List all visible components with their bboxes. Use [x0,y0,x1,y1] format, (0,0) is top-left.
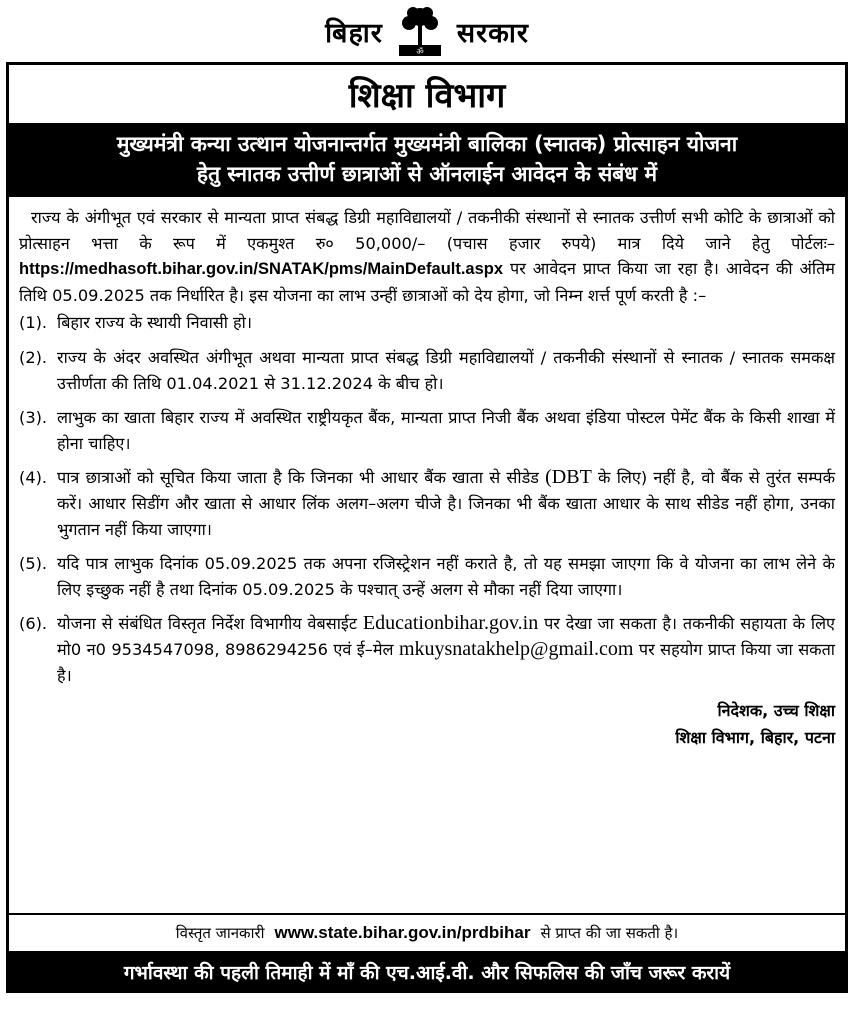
intro-text-1: राज्य के अंगीभूत एवं सरकार से मान्यता प्राप्त संबद्ध डिग्री महाविद्यालयों / तकनीकी संस्थानों से स्नातक उत्तीर्ण सभी कोटि के छात्राओं को प्रोत्साहन भत्ता के रूप में एकमुश्त रु० 50,000/– (पचास हजार रुपये) मात्र दिये जाने हेतु पोर्टलः– [19,208,835,253]
intro-paragraph [19,205,835,308]
condition-text-c: पर सहयोग प्राप्त किया जा सकता है। [57,639,835,685]
condition-number: (1). [19,313,48,333]
condition-item [19,345,835,396]
condition-text [57,611,835,688]
conditions-list [19,310,835,688]
headline-band [6,123,848,197]
info-suffix: से प्राप्त की जा सकती है। [540,924,679,942]
condition-number: (3). [19,408,48,428]
condition-text: लाभुक का खाता बिहार राज्य में अवस्थित राष्ट्रीयकृत बैंक, मान्यता प्राप्त निजी बैंक अथवा इंडिया पोस्टल पेमेंट बैंक के किसी शाखा में होना चाहिए। [57,408,835,453]
info-url-link[interactable]: www.state.bihar.gov.in/prdbihar [274,923,531,942]
notice-body [6,197,848,913]
condition-text-b: के लिए) नहीं है, वो बैंक से तुरंत सम्पर्क करें। आधार सिडींग और खाता से आधार लिंक अलग–अलग चीजे है। जिनका भी बैंक खाता आधार के साथ सीडेड नहीं होगा, उनका भुगतान नहीं किया जाएगा। [57,468,836,539]
condition-number: (6). [19,614,48,634]
headline-line-2: हेतु स्नातक उत्तीर्ण छात्राओं से ऑनलाईन आवेदन के संबंध में [196,162,658,186]
department-title: शिक्षा विभाग [348,76,506,116]
portal-url-link[interactable]: https://medhasoft.bihar.gov.in/SNATAK/pms/MainDefault.aspx [19,260,504,279]
condition-item [19,551,835,602]
masthead-right-word: सरकार [456,17,529,49]
condition-text-a: योजना से संबंधित विस्तृत निर्देश विभागीय वेबसाईट [57,614,363,634]
footer-band [6,951,848,993]
info-strip [6,913,848,951]
dbt-label: (DBT [545,466,592,489]
headline-line-1: मुख्यमंत्री कन्या उत्थान योजनान्तर्गत मुख्यमंत्री बालिका (स्नातक) प्रोत्साहन योजना [116,132,738,156]
condition-text: बिहार राज्य के स्थायी निवासी हो। [57,313,252,333]
info-prefix: विस्तृत जानकारी [175,924,265,942]
intro-text-2: पर आवेदन प्राप्त किया जा रहा है। आवेदन की अंतिम तिथि 05.09.2025 तक निर्धारित है। इस योजना का लाभ उन्हीं छात्राओं को देय होगा, जो निम्न शर्त्त पूर्ण करती है :– [19,259,835,305]
condition-text-b: पर देखा जा सकता है। तकनीकी सहायता के लिए मो0 न0 9534547098, 8986294256 एवं ई–मेल [57,614,835,659]
condition-number: (5). [19,554,48,574]
condition-item [19,611,835,688]
signature-block [19,697,835,751]
masthead [0,0,854,62]
condition-item [19,310,835,336]
masthead-left-word: बिहार [325,17,383,49]
condition-item [19,405,835,456]
condition-text-a: पात्र छात्राओं को सूचित किया जाता है कि जिनका भी आधार बैंक खाता से सीडेड [57,468,546,488]
condition-item [19,465,835,542]
condition-text [57,465,835,542]
website-link[interactable]: Educationbihar.gov.in [362,612,539,635]
emblem-base-text: ॐ [416,47,424,56]
condition-text: राज्य के अंदर अवस्थित अंगीभूत अथवा मान्यता प्राप्त संबद्ध डिग्री महाविद्यालयों / तकनीकी संस्थानों से स्नातक / स्नातक समकक्ष उत्तीर्णता की तिथि 01.04.2021 से 31.12.2024 के बीच हो। [57,347,835,393]
department-box [6,62,848,123]
condition-number: (4). [19,468,48,488]
signature-line-2: शिक्षा विभाग, बिहार, पटना [675,728,835,748]
bodhi-tree-emblem-icon [397,5,443,57]
signature-line-1: निदेशक, उच्च शिक्षा [717,701,835,721]
footer-message: गर्भावस्था की पहली तिमाही में माँ की एच.आई.वी. और सिफलिस की जाँच जरूर करायें [123,962,731,984]
email-link[interactable]: mkuysnatakhelp@gmail.com [398,637,634,660]
condition-text: यदि पात्र लाभुक दिनांक 05.09.2025 तक अपना रजिस्ट्रेशन नहीं कराते है, तो यह समझा जाएगा कि वे योजना का लाभ लेने के लिए इच्छुक नहीं है तथा दिनांक 05.09.2025 के पश्चात् उन्हें अलग से मौका नहीं दिया जाएगा। [57,554,835,599]
condition-number: (2). [19,347,48,367]
